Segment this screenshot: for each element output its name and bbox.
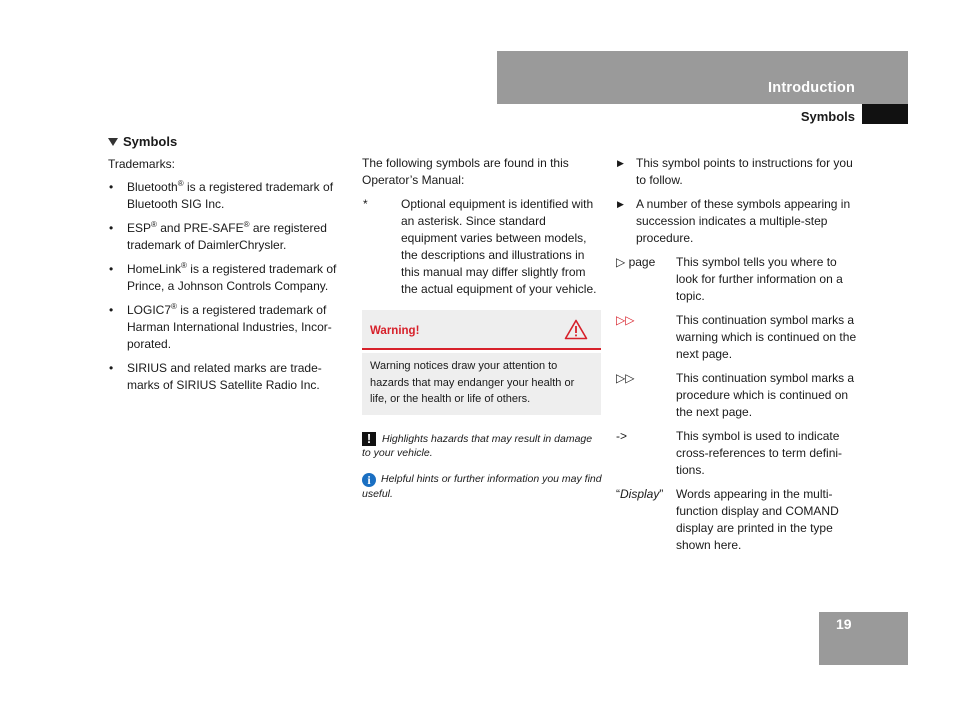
column-trademarks [108,133,348,401]
list-item: • HomeLink® is a registered trademark of Prince, a Johnson Controls Company. [109,261,337,293]
list-item: ▶ This symbol points to instructions for you to follow. [617,156,853,187]
warning-label: Warning! [370,325,420,337]
trademarks-intro: Trademarks: [108,157,175,171]
asterisk-text: Optional equipment is identified with an asterisk. Since standard equipment varies between models, the descriptions and illustrations in this manual may differ slightly from the actual equipment of your vehicle. [401,197,597,296]
cross-reference-symbol: -> [616,429,628,443]
bullet-icon: • [109,262,114,276]
warning-text: Warning notices draw your attention to hazards that may endanger your health or life, or the health or life of others. [362,353,601,415]
exclamation-icon: ! [362,432,376,446]
warning-triangle-icon [564,319,588,345]
section-title: Introduction [768,80,855,96]
symbol-row: “Display” Words appearing in the multi-function display and COMAND display are printed in the type shown here. [616,487,839,552]
list-item: ▶ A number of these symbols appearing in succession indicates a multiple-step procedure. [617,197,851,245]
page-reference-symbol: ▷ page [616,255,656,269]
subsection-marker [862,104,908,124]
list-item: • ESP® and PRE-SAFE® are registered trademark of DaimlerChrysler. [109,220,327,252]
list-item: • Bluetooth® is a registered trademark of Bluetooth SIG Inc. [109,179,334,211]
symbol-row: -> This symbol is used to indicate cross-references to term defini-tions. [616,429,843,477]
symbol-row: ▷▷ This continuation symbol marks a warning which is continued on the next page. [616,313,857,361]
symbol-row: ▷ page This symbol tells you where to look for further information on a topic. [616,255,843,303]
bullet-icon: • [109,303,114,317]
list-item: • LOGIC7® is a registered trademark of Harman International Industries, Incor-porated. [109,302,332,351]
warning-box [362,310,601,415]
section-heading-text: Symbols [123,134,178,149]
arrow-right-icon: ▶ [617,158,624,168]
page-number-box [819,612,908,665]
display-text-symbol: “Display” [616,487,664,501]
arrow-right-icon: ▶ [617,199,624,209]
asterisk-mark: * [363,197,368,211]
triangle-down-icon [108,138,118,146]
symbol-row: ▷▷ This continuation symbol marks a procedure which is continued on the next page. [616,371,855,419]
column-symbols-intro [362,155,602,513]
info-note: i Helpful hints or further information you may find useful. [362,472,602,500]
page-number: 19 [836,616,852,632]
asterisk-item [362,196,602,298]
section-heading [108,133,348,150]
symbols-intro: The following symbols are found in this Operator’s Manual: [362,156,569,187]
hazard-note: ! Highlights hazards that may result in damage to your vehicle. [362,430,593,459]
header-band [497,51,908,104]
warning-continuation-symbol: ▷▷ [616,313,635,327]
procedure-continuation-symbol: ▷▷ [616,371,635,385]
bullet-icon: • [109,221,114,235]
subsection-title: Symbols [800,109,855,124]
list-item: • SIRIUS and related marks are trade-marks of SIRIUS Satellite Radio Inc. [109,361,322,392]
bullet-icon: • [109,361,114,375]
column-symbol-list [616,155,858,561]
bullet-icon: • [109,180,114,194]
info-icon: i [362,473,376,487]
warning-header [362,310,601,350]
